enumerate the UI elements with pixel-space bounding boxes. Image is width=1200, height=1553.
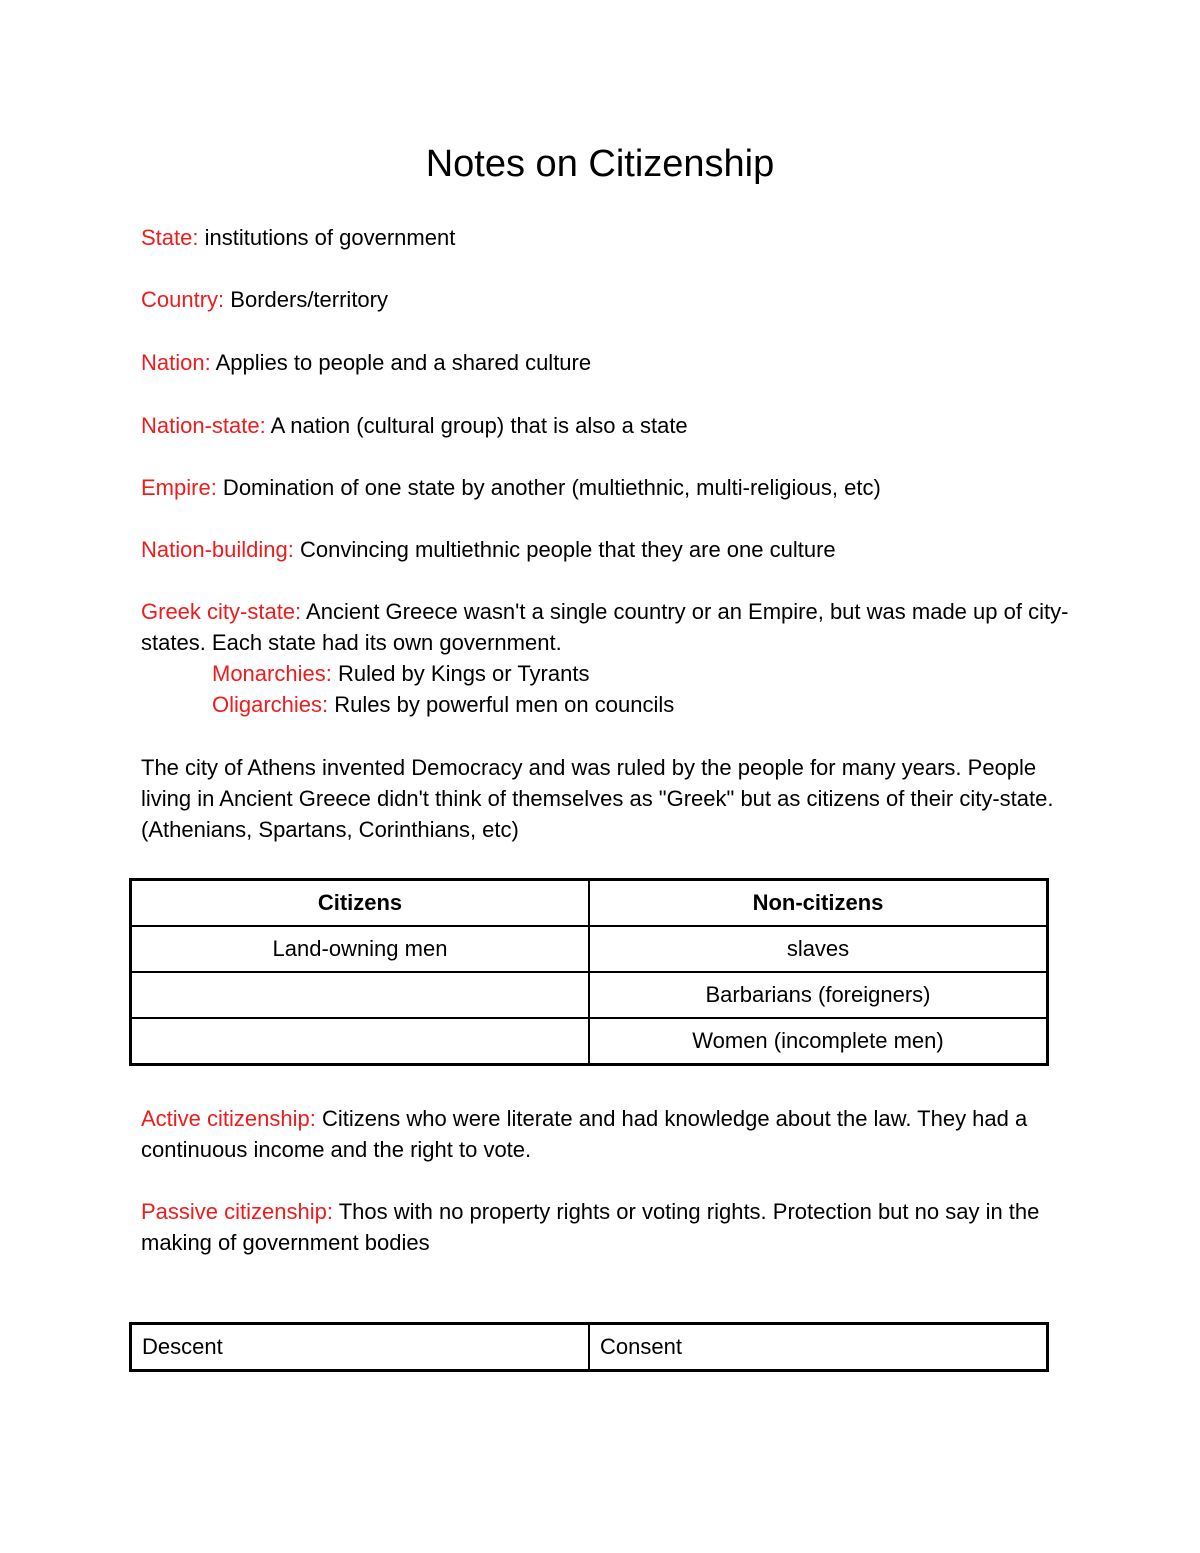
- term-label: Active citizenship:: [141, 1106, 316, 1131]
- definition-text: A nation (cultural group) that is also a state: [265, 413, 688, 438]
- definition-text: Applies to people and a shared culture: [210, 350, 592, 375]
- term-label: Greek city-state:: [141, 599, 302, 624]
- definition-nation-state: [141, 410, 1071, 441]
- term-separator: :: [259, 413, 266, 438]
- table-cell-descent: Descent: [131, 1324, 590, 1371]
- term-label: Oligarchies: [212, 692, 323, 717]
- table-cell: [131, 1018, 590, 1065]
- term-label: Monarchies: [212, 661, 326, 686]
- term-label: Passive citizenship:: [141, 1199, 333, 1224]
- page-title: Notes on Citizenship: [425, 143, 775, 185]
- sub-definition-oligarchies: [212, 689, 1072, 720]
- passive-citizenship: [141, 1196, 1071, 1258]
- term-separator: :: [325, 661, 332, 686]
- table-cell: Land-owning men: [131, 926, 590, 972]
- table-cell: slaves: [589, 926, 1048, 972]
- table-row: [131, 1018, 1048, 1065]
- citizens-table: [129, 878, 1049, 1066]
- term-label: Empire: [141, 475, 211, 500]
- definition-nation: [141, 347, 1071, 378]
- term-separator: :: [192, 225, 199, 250]
- term-label: Country: [141, 287, 219, 312]
- definition-nation-building: [141, 534, 1071, 565]
- athens-paragraph: The city of Athens invented Democracy and was ruled by the people for many years. People living in Ancient Greece didn't think of themselves as "Greek" but as citizens of their city-state. (Athenians, Spartans, Corinthians, etc): [141, 755, 1054, 842]
- definition-country: [141, 284, 1071, 315]
- definition-empire: [141, 472, 1071, 503]
- term-separator: :: [204, 350, 211, 375]
- active-citizenship: [141, 1103, 1071, 1165]
- table-cell: [131, 972, 590, 1018]
- sub-definition-monarchies: [212, 658, 1072, 689]
- definition-text: Domination of one state by another (multiethnic, multi-religious, etc): [216, 475, 881, 500]
- definition-text: Ancient Greece wasn't a single country or an Empire, but was made up of city-states. Each state had its own government.: [141, 599, 1069, 655]
- table-cell-consent: Consent: [589, 1324, 1048, 1371]
- header-citizens: Citizens: [131, 880, 590, 927]
- term-label: Nation: [141, 350, 205, 375]
- table-cell: Barbarians (foreigners): [589, 972, 1048, 1018]
- term-separator: :: [322, 692, 329, 717]
- definition-text: Citizens who were literate and had knowledge about the law. They had a continuous income and the right to vote.: [141, 1106, 1028, 1162]
- table-row: [131, 926, 1048, 972]
- definition-text: Convincing multiethnic people that they are one culture: [293, 537, 836, 562]
- definition-text: Ruled by Kings or Tyrants: [331, 661, 590, 686]
- definition-state: [141, 222, 1071, 253]
- table-header-row: [131, 880, 1048, 927]
- term-label: Nation-building:: [141, 537, 294, 562]
- table-cell: Women (incomplete men): [589, 1018, 1048, 1065]
- table-row: [131, 1324, 1048, 1371]
- definition-text: institutions of government: [198, 225, 456, 250]
- definition-text: Thos with no property rights or voting rights. Protection but no say in the making of government bodies: [141, 1199, 1040, 1255]
- definition-text: Rules by powerful men on councils: [328, 692, 675, 717]
- term-label: Nation-state: [141, 413, 260, 438]
- table-row: [131, 972, 1048, 1018]
- definition-text: Borders/territory: [224, 287, 388, 312]
- term-separator: :: [210, 475, 217, 500]
- term-label: State: [141, 225, 193, 250]
- header-non-citizens: Non-citizens: [589, 880, 1048, 927]
- term-separator: :: [218, 287, 225, 312]
- descent-consent-table: [129, 1322, 1049, 1372]
- definition-greek-city-state: [141, 596, 1071, 658]
